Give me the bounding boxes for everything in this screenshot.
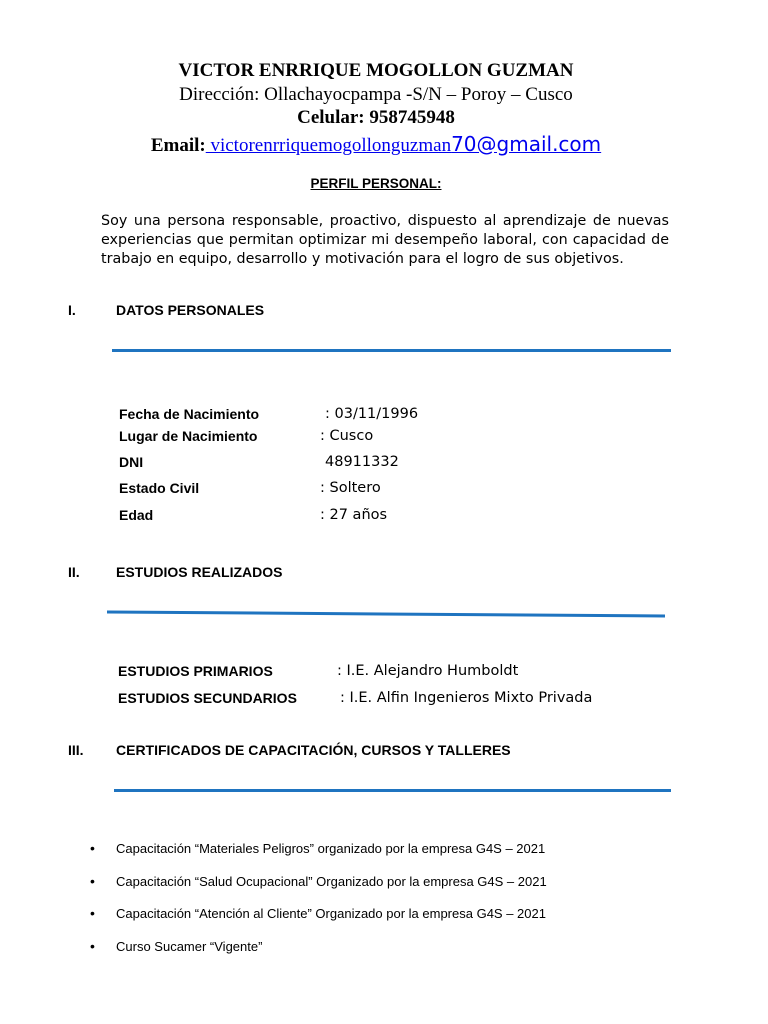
divider-line-graphic — [107, 609, 665, 621]
section-number: I. — [68, 302, 76, 318]
personal-label: Lugar de Nacimiento — [119, 428, 258, 444]
email-link-tail: 70@gmail.com — [451, 132, 602, 156]
email-label: Email: — [150, 135, 206, 156]
perfil-title: PERFIL PERSONAL: — [310, 176, 442, 191]
personal-label: Edad — [119, 507, 154, 523]
bullet-icon: • — [90, 938, 95, 954]
personal-value: 48911332 — [325, 454, 399, 470]
study-value: : I.E. Alejandro Humboldt — [337, 663, 519, 679]
personal-label: Estado Civil — [119, 480, 200, 496]
section-title: DATOS PERSONALES — [116, 302, 265, 318]
section-title: ESTUDIOS REALIZADOS — [116, 564, 283, 580]
section-title: CERTIFICADOS DE CAPACITACIÓN, CURSOS Y TALLERES — [116, 742, 511, 758]
phone-line: Celular: 958745948 — [297, 107, 455, 128]
bullet-icon: • — [90, 905, 95, 921]
personal-value: : 03/11/1996 — [325, 406, 419, 422]
section-number: II. — [68, 564, 80, 580]
study-label: ESTUDIOS PRIMARIOS — [118, 663, 273, 679]
certificate-item: Curso Sucamer “Vigente” — [116, 939, 263, 954]
study-value: : I.E. Alfin Ingenieros Mixto Privada — [340, 690, 593, 706]
section-number: III. — [68, 742, 84, 758]
candidate-name: VICTOR ENRRIQUE MOGOLLON GUZMAN — [178, 60, 574, 81]
certificate-item: Capacitación “Materiales Peligros” organizado por la empresa G4S – 2021 — [116, 841, 546, 856]
section-divider — [107, 608, 665, 620]
certificate-item: Capacitación “Salud Ocupacional” Organizado por la empresa G4S – 2021 — [116, 874, 547, 889]
study-label: ESTUDIOS SECUNDARIOS — [118, 690, 297, 706]
bullet-icon: • — [90, 840, 95, 856]
personal-value: : Soltero — [320, 480, 381, 496]
personal-value: : Cusco — [320, 428, 374, 444]
perfil-text: Soy una persona responsable, proactivo, dispuesto al aprendizaje de nuevas experiencias que permitan optimizar mi desempeño laboral, con capacidad de trabajo en equipo, desarrollo y motivación para el logro de sus objetivos. — [101, 213, 669, 267]
email-link[interactable] — [205, 132, 602, 156]
email-line — [0, 132, 752, 157]
section-divider — [112, 349, 671, 352]
address-line: Dirección: Ollachayocpampa -S/N – Poroy – Cusco — [179, 84, 573, 105]
certificate-item: Capacitación “Atención al Cliente” Organizado por la empresa G4S – 2021 — [116, 906, 546, 921]
bullet-icon: • — [90, 873, 95, 889]
section-divider — [114, 789, 671, 792]
email-link-main: victorenrriquemogollonguzman — [205, 135, 452, 156]
personal-label: DNI — [119, 454, 144, 470]
personal-value: : 27 años — [320, 507, 388, 523]
personal-label: Fecha de Nacimiento — [119, 406, 260, 422]
